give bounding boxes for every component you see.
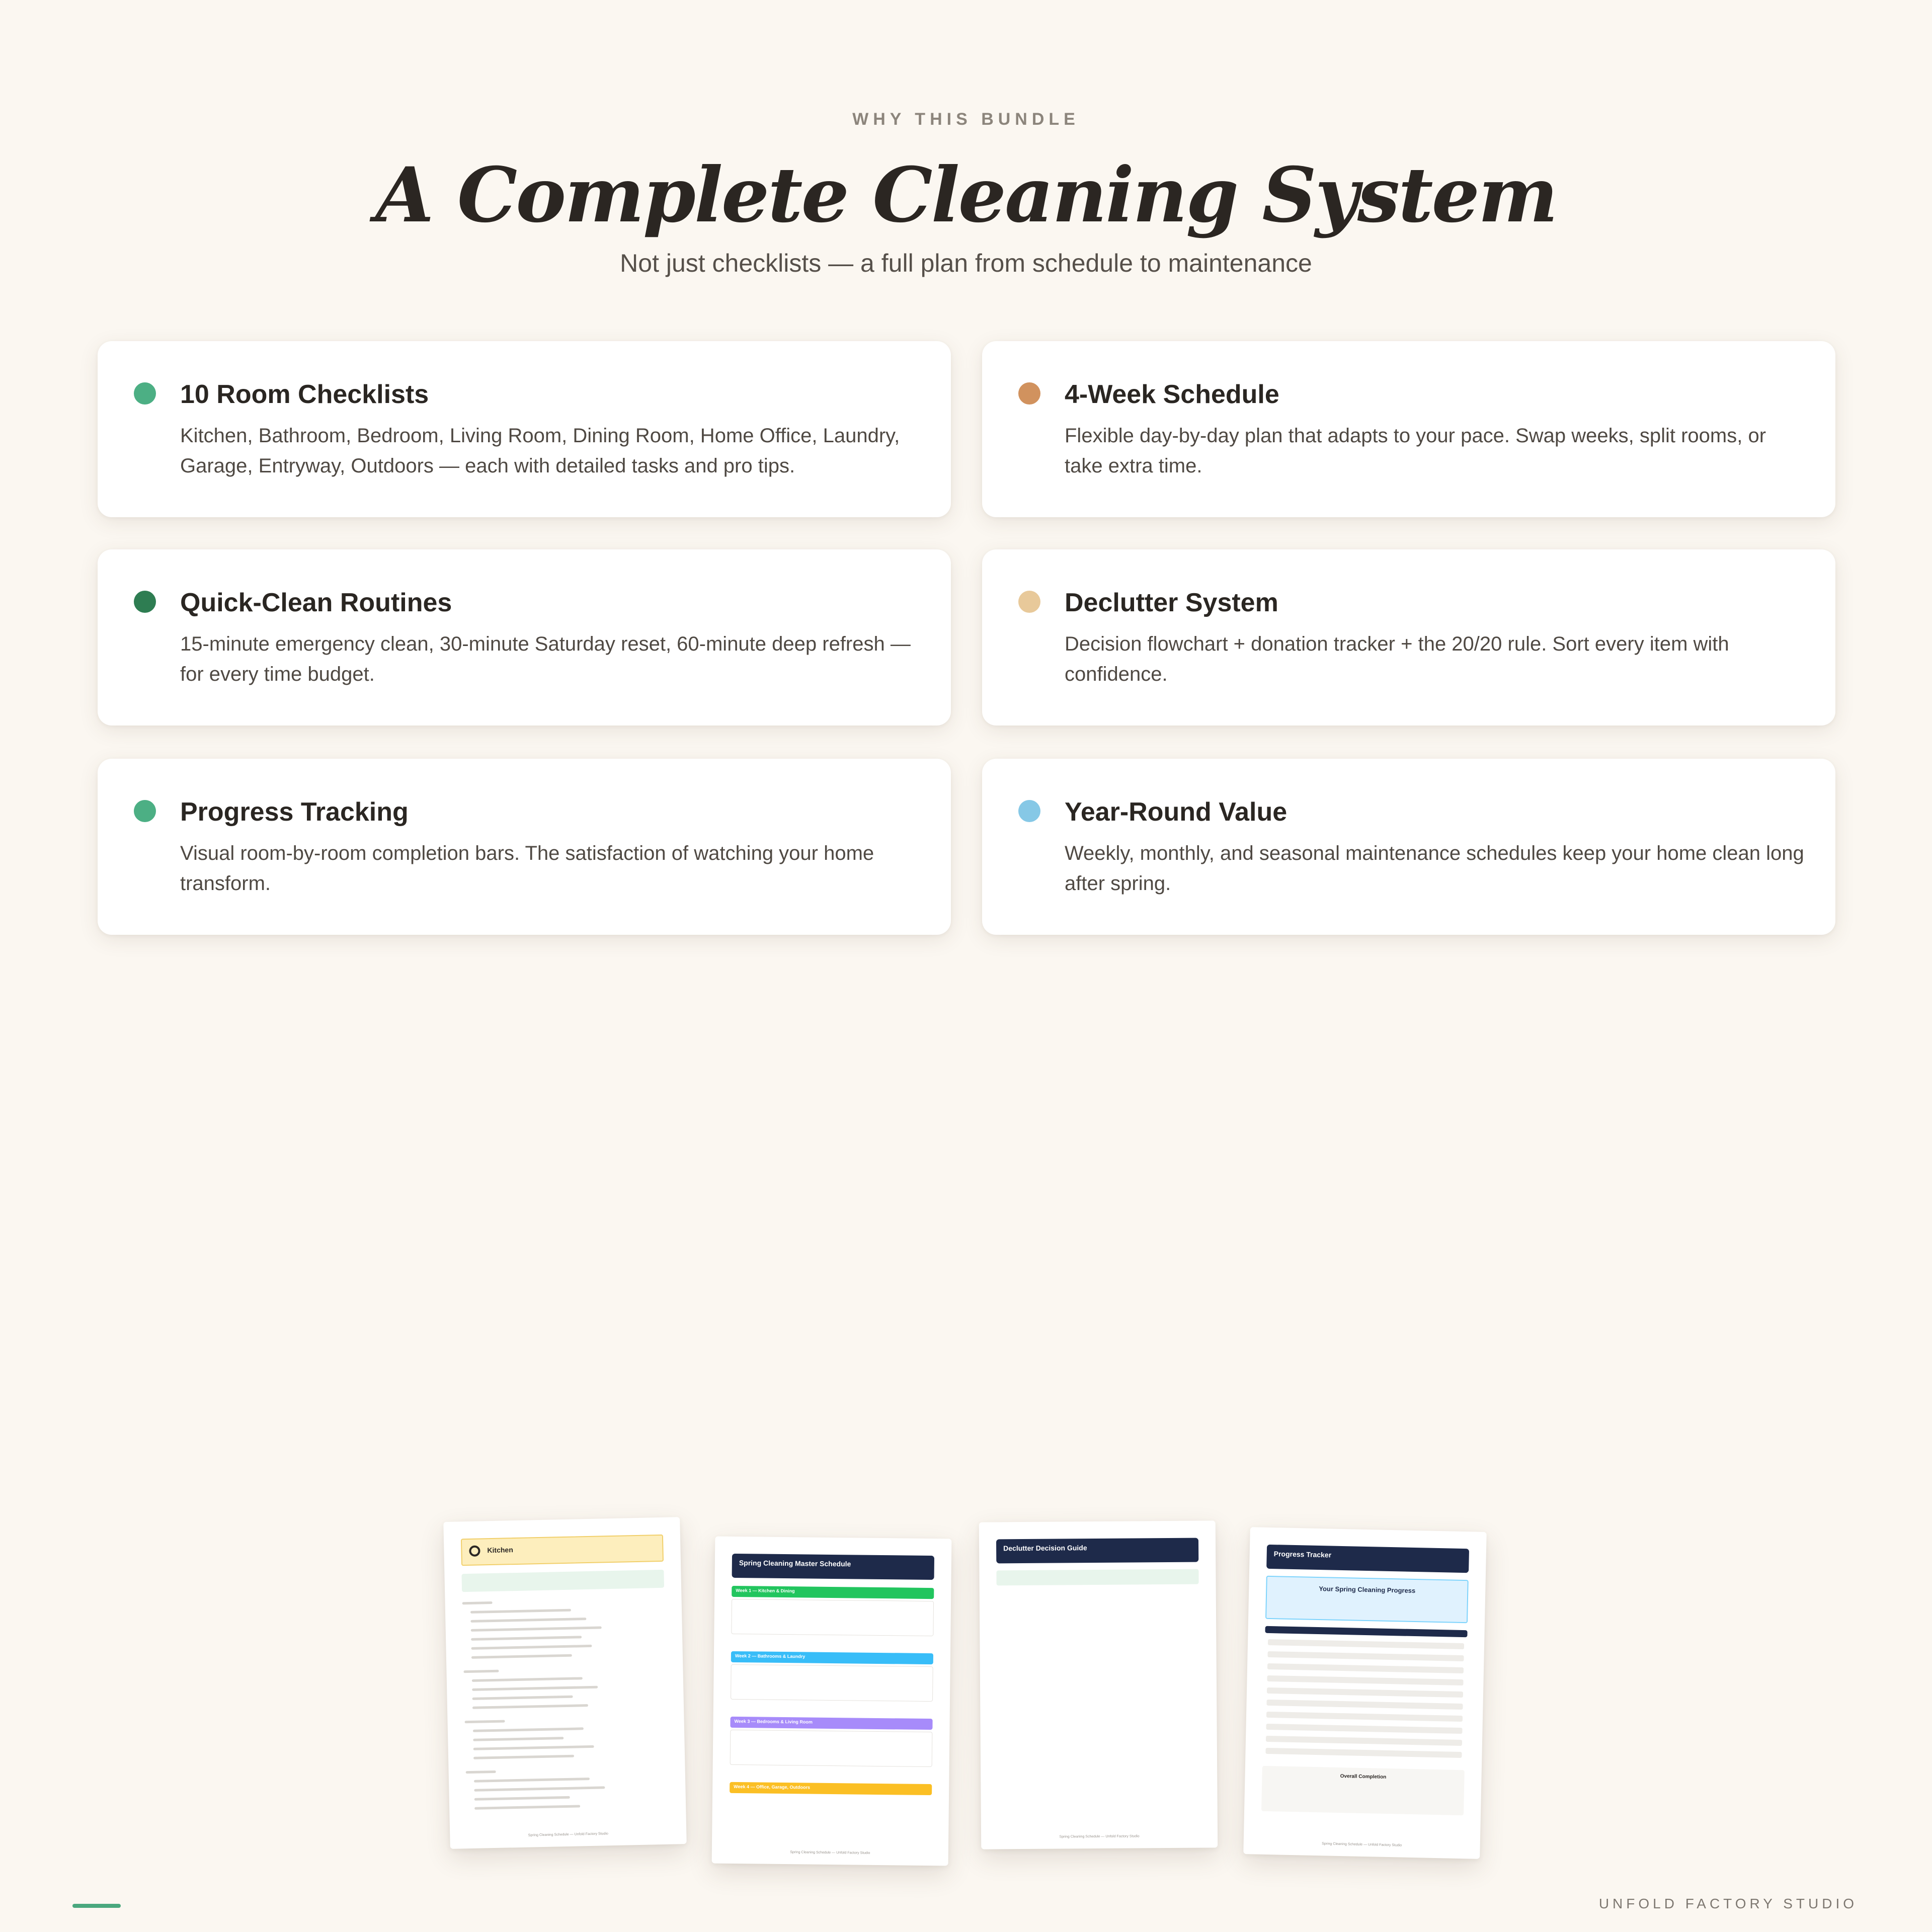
text-line [474, 1786, 605, 1791]
text-line [471, 1654, 572, 1659]
text-line [473, 1755, 574, 1759]
feature-description: Flexible day-by-day plan that adapts to your pace. Swap weeks, split rooms, or take extra time. [1065, 425, 1766, 477]
week-bar-3 [730, 1717, 932, 1730]
week-bar-4 [730, 1782, 932, 1795]
doc-footer: Spring Cleaning Schedule — Unfold Factory Studio [1059, 1834, 1140, 1839]
text-line [474, 1778, 590, 1783]
feature-title: Progress Tracking [180, 797, 409, 827]
table-row [1266, 1736, 1462, 1746]
table-row [1267, 1663, 1464, 1673]
week-grid [731, 1664, 933, 1702]
table-row [1267, 1687, 1463, 1698]
table-row [1267, 1651, 1464, 1661]
feature-card-year-round [982, 759, 1835, 935]
text-line [463, 1670, 499, 1673]
text-line [462, 1601, 493, 1604]
table-row [1267, 1675, 1463, 1685]
text-line [474, 1796, 570, 1801]
schedule-header [732, 1554, 934, 1580]
feature-dot-icon [134, 800, 156, 822]
kitchen-header [461, 1535, 664, 1566]
week-label: Week 2 — Bathrooms & Laundry [735, 1653, 806, 1659]
text-line [474, 1805, 580, 1809]
declutter-title: Declutter Decision Guide [1003, 1544, 1087, 1553]
footer-accent-line [72, 1904, 121, 1908]
feature-card-room-checklists [98, 341, 951, 517]
doc-footer: Spring Cleaning Schedule — Unfold Factory Studio [528, 1832, 608, 1837]
feature-title: Quick-Clean Routines [180, 588, 452, 617]
section-eyebrow: WHY THIS BUNDLE [852, 110, 1080, 129]
page-subtitle: Not just checklists — a full plan from schedule to maintenance [620, 249, 1312, 277]
feature-card-progress [98, 759, 951, 935]
feature-title: Declutter System [1065, 588, 1278, 617]
feature-description: 15-minute emergency clean, 30-minute Saturday reset, 60-minute deep refresh — for every time budget. [180, 633, 911, 685]
text-line [473, 1727, 584, 1732]
table-row [1265, 1748, 1462, 1758]
text-line [466, 1770, 496, 1774]
feature-dot-icon [134, 591, 156, 613]
feature-dot-icon [1018, 382, 1040, 405]
table-row [1266, 1724, 1462, 1734]
declutter-header [996, 1538, 1198, 1564]
feature-description: Kitchen, Bathroom, Bedroom, Living Room, Dining Room, Home Office, Laundry, Garage, Entryway, Outdoors — each with detailed tasks and pro tips. [180, 425, 900, 477]
text-line [471, 1626, 602, 1631]
feature-dot-icon [134, 382, 156, 405]
text-line [473, 1737, 564, 1741]
feature-dot-icon [1018, 591, 1040, 613]
text-line [465, 1720, 505, 1724]
text-line [472, 1704, 588, 1709]
week-label: Week 4 — Office, Garage, Outdoors [734, 1784, 811, 1790]
week-grid [731, 1599, 934, 1636]
week-label: Week 3 — Bedrooms & Living Room [734, 1718, 813, 1725]
footer-brand: UNFOLD FACTORY STUDIO [1598, 1896, 1858, 1911]
tracker-title: Progress Tracker [1273, 1550, 1332, 1559]
feature-title: Year-Round Value [1065, 797, 1287, 827]
kitchen-checklist-preview [443, 1517, 687, 1849]
progress-tracker-preview [1243, 1527, 1487, 1859]
tip-box [461, 1570, 664, 1592]
table-row [1266, 1712, 1463, 1722]
progress-intro-box [1265, 1576, 1469, 1623]
text-line [472, 1696, 573, 1700]
overall-completion-label: Overall Completion [1340, 1774, 1387, 1780]
text-line [472, 1677, 583, 1682]
overall-completion-box [1261, 1766, 1465, 1815]
declutter-guide-preview [979, 1520, 1218, 1849]
text-line [473, 1745, 594, 1750]
feature-title: 10 Room Checklists [180, 380, 429, 409]
feature-card-declutter [982, 549, 1835, 726]
kitchen-title: Kitchen [487, 1546, 513, 1555]
doc-footer: Spring Cleaning Schedule — Unfold Factory Studio [790, 1850, 870, 1855]
week-bar-1 [732, 1586, 934, 1599]
week-bar-2 [731, 1651, 933, 1664]
tracker-heading: Your Spring Cleaning Progress [1319, 1585, 1416, 1595]
page-title: A Complete Cleaning System [375, 151, 1557, 239]
text-line [472, 1686, 598, 1691]
feature-card-schedule [982, 341, 1835, 517]
feature-dot-icon [1018, 800, 1040, 822]
feature-title: 4-Week Schedule [1065, 380, 1279, 409]
tracker-header [1266, 1545, 1469, 1573]
doc-footer: Spring Cleaning Schedule — Unfold Factory Studio [1322, 1842, 1402, 1847]
feature-description: Weekly, monthly, and seasonal maintenance schedules keep your home clean long after spring. [1065, 842, 1804, 895]
week-grid [730, 1730, 933, 1767]
table-row [1266, 1700, 1463, 1710]
text-line [470, 1618, 586, 1623]
feature-description: Visual room-by-room completion bars. The satisfaction of watching your home transform. [180, 842, 874, 895]
schedule-title: Spring Cleaning Master Schedule [739, 1559, 851, 1568]
table-row [1268, 1639, 1464, 1649]
search-icon [469, 1545, 480, 1556]
tip-box [996, 1569, 1198, 1586]
text-line [470, 1609, 571, 1614]
feature-description: Decision flowchart + donation tracker + the 20/20 rule. Sort every item with confidence. [1065, 633, 1729, 685]
feature-card-quick-clean [98, 549, 951, 726]
text-line [471, 1645, 592, 1650]
text-line [471, 1636, 582, 1641]
week-label: Week 1 — Kitchen & Dining [736, 1587, 795, 1594]
master-schedule-preview [712, 1537, 952, 1866]
table-header [1265, 1626, 1467, 1637]
